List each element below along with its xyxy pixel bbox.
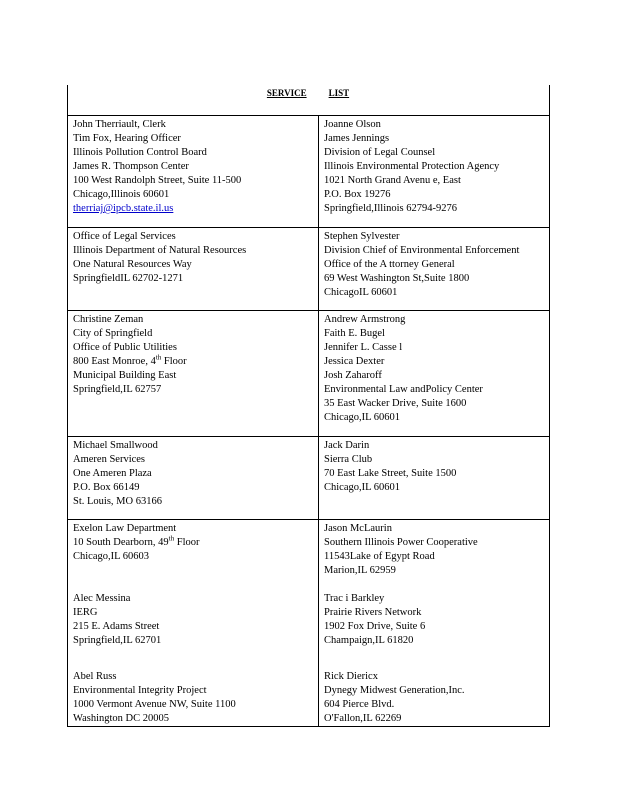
service-list-table [67,115,550,727]
contact-line: Illinois Environmental Protection Agency [324,161,500,172]
table-row [68,228,550,311]
contact-line: Environmental Integrity Project [73,685,207,696]
contact-line: Chicago,IL 60603 [73,551,150,562]
contact-line: Michael Smallwood [73,440,158,451]
contact-line: 1902 Fox Drive, Suite 6 [324,621,426,632]
contact-line: Josh Zaharoff [324,370,382,381]
contact-line: Springfield,Illinois 62794-9276 [324,203,457,214]
contact-line: 11543Lake of Egypt Road [324,551,435,562]
contact-line: One Natural Resources Way [73,259,192,270]
table-row [68,311,550,437]
contact-line: Division Chief of Environmental Enforcement [324,245,520,256]
contact-line: Office of Public Utilities [73,342,177,353]
contact-cell [68,311,319,437]
contact-line: Sierra Club [324,454,373,465]
contact-line: Springfield,IL 62757 [73,384,162,395]
contact-cell [68,520,319,727]
contact-line: St. Louis, MO 63166 [73,496,162,507]
contact-line: Municipal Building East [73,370,177,381]
contact-line: Office of the A ttorney General [324,259,455,270]
contact-line: 215 E. Adams Street [73,621,160,632]
contact-line: City of Springfield [73,328,153,339]
contact-line: 69 West Washington St,Suite 1800 [324,273,470,284]
table-row [68,437,550,520]
contact-line: Prairie Rivers Network [324,607,422,618]
contact-line: IERG [73,607,98,618]
contact-line: 100 West Randolph Street, Suite 11-500 [73,175,242,186]
page-title [67,88,549,98]
contact-line: 604 Pierce Blvd. [324,699,395,710]
contact-line: Jack Darin [324,440,370,451]
contact-line: Ameren Services [73,454,146,465]
contact-line: Champaign,IL 61820 [324,635,414,646]
email-link[interactable]: therriaj@ipcb.state.il.us [73,203,174,214]
contact-line: Office of Legal Services [73,231,176,242]
contact-line: One Ameren Plaza [73,468,152,479]
contact-line: Tim Fox, Hearing Officer [73,133,181,144]
contact-line: 800 East Monroe, 4th Floor [73,353,187,367]
contact-cell [319,520,550,727]
contact-line: Dynegy Midwest Generation,Inc. [324,685,465,696]
contact-line: P.O. Box 19276 [324,189,391,200]
contact-cell [68,116,319,228]
contact-line: ChicagoIL 60601 [324,287,398,298]
contact-line: Division of Legal Counsel [324,147,436,158]
contact-line: Illinois Pollution Control Board [73,147,207,158]
contact-line: Jessica Dexter [324,356,385,367]
contact-line: Christine Zeman [73,314,144,325]
contact-line: Jennifer L. Casse l [324,342,403,353]
contact-line: Washington DC 20005 [73,713,169,724]
contact-line: Alec Messina [73,593,131,604]
contact-line: P.O. Box 66149 [73,482,140,493]
contact-line: Illinois Department of Natural Resources [73,245,247,256]
contact-line: James Jennings [324,133,390,144]
contact-line: Rick Diericx [324,671,378,682]
contact-line: Chicago,Illinois 60601 [73,189,170,200]
contact-line: Trac i Barkley [324,593,385,604]
contact-line: Environmental Law andPolicy Center [324,384,483,395]
contact-line: Stephen Sylvester [324,231,400,242]
contact-line: 1000 Vermont Avenue NW, Suite 1100 [73,699,236,710]
title-list: LIST [328,88,350,98]
contact-line: 70 East Lake Street, Suite 1500 [324,468,457,479]
table-row [68,520,550,727]
contact-cell [319,437,550,520]
contact-line: SpringfieldIL 62702-1271 [73,273,184,284]
contact-line: Marion,IL 62959 [324,565,396,576]
contact-cell [68,228,319,311]
contact-line: Joanne Olson [324,119,381,130]
contact-line: Springfield,IL 62701 [73,635,162,646]
contact-line: Jason McLaurin [324,523,392,534]
contact-cell [319,311,550,437]
contact-line: James R. Thompson Center [73,161,189,172]
title-service: SERVICE [266,88,307,98]
contact-cell [68,437,319,520]
contact-cell [319,228,550,311]
contact-line: O'Fallon,IL 62269 [324,713,402,724]
contact-line: Abel Russ [73,671,117,682]
contact-line: 35 East Wacker Drive, Suite 1600 [324,398,467,409]
contact-line: 1021 North Grand Avenu e, East [324,175,461,186]
contact-cell [319,116,550,228]
contact-line: Faith E. Bugel [324,328,385,339]
contact-line: Andrew Armstrong [324,314,406,325]
contact-line: Chicago,IL 60601 [324,482,401,493]
contact-line: 10 South Dearborn, 49th Floor [73,534,200,548]
table-row [68,116,550,228]
contact-line: Chicago,IL 60601 [324,412,401,423]
contact-line: John Therriault, Clerk [73,119,166,130]
contact-line: Exelon Law Department [73,523,177,534]
contact-line: Southern Illinois Power Cooperative [324,537,478,548]
